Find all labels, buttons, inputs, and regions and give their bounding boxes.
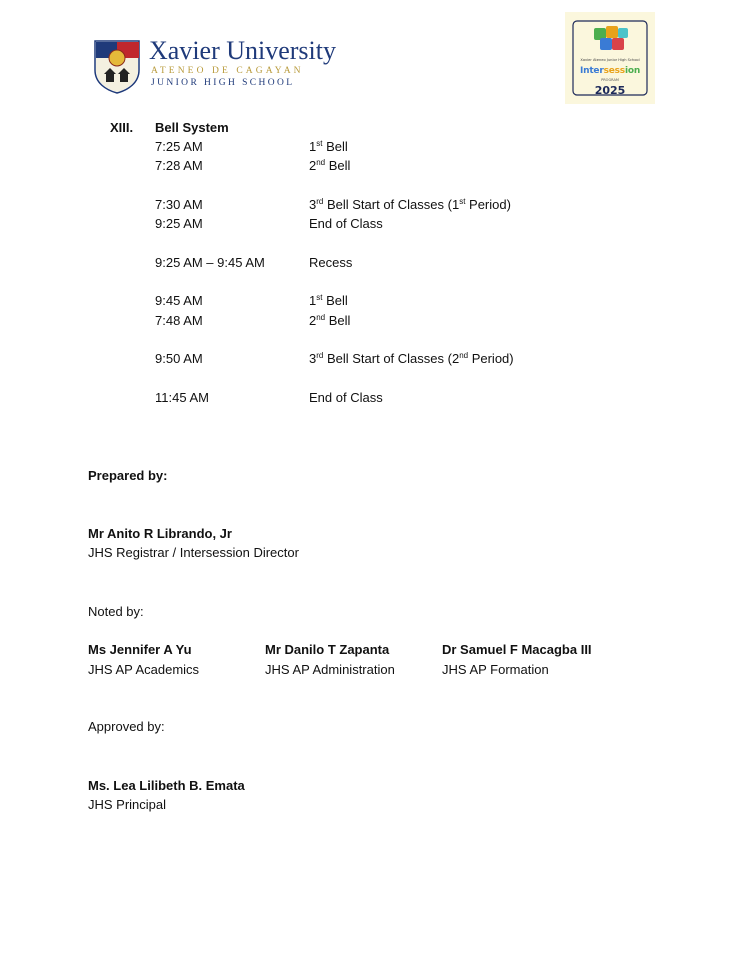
- schedule-event: End of Class: [309, 390, 383, 405]
- school-name: Xavier University: [149, 36, 337, 65]
- program-tagline: Xavier Ateneo Junior High School: [580, 58, 640, 62]
- program-subtitle: PROGRAM: [601, 78, 619, 82]
- schedule-time: 9:25 AM – 9:45 AM: [155, 255, 265, 270]
- university-shield-icon: [94, 40, 140, 94]
- schedule-event: 2nd Bell: [309, 313, 351, 328]
- schedule-event: 3rd Bell Start of Classes (2nd Period): [309, 351, 514, 366]
- schedule-event: 1st Bell: [309, 139, 348, 154]
- schedule-time: 7:28 AM: [155, 158, 203, 173]
- signatory-role: JHS AP Formation: [442, 662, 549, 677]
- program-title-part: ion: [624, 66, 641, 76]
- prepared-by-role: JHS Registrar / Intersession Director: [88, 545, 299, 560]
- approved-by-role: JHS Principal: [88, 797, 167, 812]
- signatory-role: JHS AP Academics: [88, 662, 200, 677]
- schedule-event: 2nd Bell: [309, 158, 351, 173]
- program-title-part: Inter: [579, 66, 604, 76]
- intersession-program-logo: [565, 12, 655, 104]
- approved-by-name: Ms. Lea Lilibeth B. Emata: [88, 778, 245, 793]
- schedule-time: 9:45 AM: [155, 293, 203, 308]
- noted-by-label: Noted by:: [88, 604, 144, 619]
- schedule-event: End of Class: [309, 216, 383, 231]
- schedule-time: 11:45 AM: [155, 390, 209, 405]
- program-title: [565, 66, 655, 76]
- section-title: Bell System: [155, 120, 229, 135]
- approved-by-label: Approved by:: [88, 719, 165, 734]
- signatory-name: Dr Samuel F Macagba III: [442, 642, 592, 657]
- schedule-time: 7:48 AM: [155, 313, 203, 328]
- program-year: 2025: [594, 84, 626, 97]
- school-subtitle: ATENEO DE CAGAYAN: [151, 66, 304, 76]
- schedule-event: 1st Bell: [309, 293, 348, 308]
- signatory-name: Mr Danilo T Zapanta: [265, 642, 390, 657]
- schedule-time: 9:25 AM: [155, 216, 203, 231]
- school-unit: JUNIOR HIGH SCHOOL: [151, 78, 295, 88]
- schedule-event: Recess: [309, 255, 353, 270]
- program-title-part: sess: [603, 66, 625, 76]
- schedule-time: 9:50 AM: [155, 351, 203, 366]
- section-number: XIII.: [110, 120, 134, 135]
- signatory-role: JHS AP Administration: [265, 662, 395, 677]
- signatory-name: Ms Jennifer A Yu: [88, 642, 192, 657]
- prepared-by-label: Prepared by:: [88, 468, 168, 483]
- schedule-time: 7:25 AM: [155, 139, 203, 154]
- university-logo: [94, 36, 337, 94]
- prepared-by-name: Mr Anito R Librando, Jr: [88, 526, 232, 541]
- schedule-time: 7:30 AM: [155, 197, 203, 212]
- schedule-event: 3rd Bell Start of Classes (1st Period): [309, 197, 511, 212]
